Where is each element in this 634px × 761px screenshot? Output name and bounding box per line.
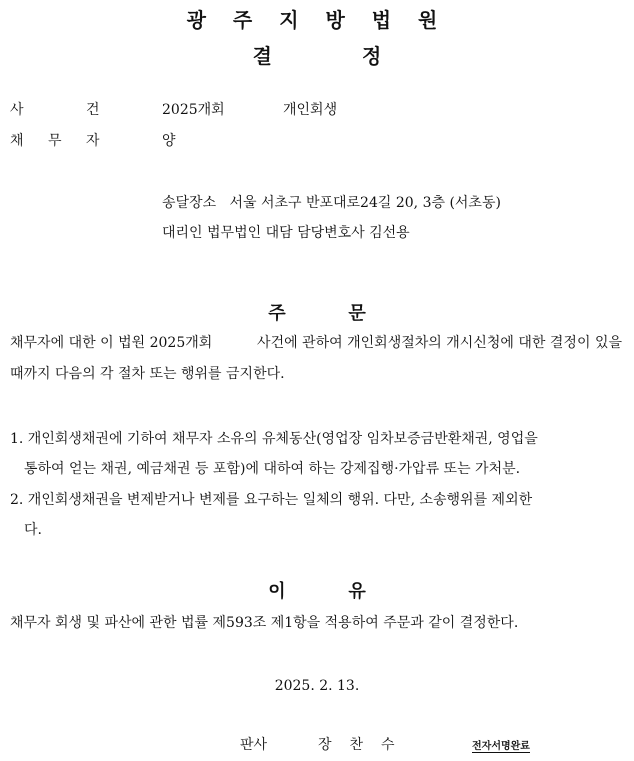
item-1-line-1: 1. 개인회생채권에 기하여 채무자 소유의 유체동산(영업장 임차보증금반환채권, 영업을: [10, 431, 538, 447]
document-title-char-2: 정: [362, 44, 382, 68]
document-title: [0, 40, 634, 69]
judge-name: 장찬수: [318, 737, 413, 753]
debtor-name: 양: [162, 133, 176, 149]
electronic-signature-stamp: 전자서명완료: [472, 737, 530, 753]
case-number: 2025개회: [162, 102, 225, 118]
order-heading: 주 문: [268, 303, 366, 324]
reason-heading: 이 유: [268, 581, 366, 602]
item-2-line-2: 다.: [24, 522, 42, 538]
item-1-line-2: 통하여 얻는 채권, 예금채권 등 포함)에 대하여 하는 강제집행·가압류 또는 가처분.: [24, 461, 521, 477]
debtor-label: [10, 130, 124, 150]
decision-date: 2025. 2. 13.: [274, 678, 360, 694]
case-label: [10, 99, 124, 119]
debtor-label-char-3: 자: [86, 133, 100, 149]
service-address: 송달장소 서울 서초구 반포대로24길 20, 3층 (서초동): [162, 195, 501, 211]
case-type: 개인회생: [283, 102, 338, 118]
case-label-char-2: 건: [86, 102, 100, 118]
agent-info: 대리인 법무법인 대담 담당변호사 김선용: [162, 225, 410, 241]
order-text: 채무자에 대한 이 법원 2025개회 사건에 관하여 개인회생절차의 개시신청에 대한 결정이 있을 때까지 다음의 각 절차 또는 행위를 금지한다.: [10, 335, 627, 382]
debtor-label-char-2: 무: [48, 133, 62, 149]
document-title-char-1: 결: [252, 44, 272, 68]
reason-text: 채무자 회생 및 파산에 관한 법률 제593조 제1항을 적용하여 주문과 같이 결정한다.: [10, 615, 519, 631]
debtor-label-char-1: 채: [10, 133, 24, 149]
case-label-char-1: 사: [10, 102, 24, 118]
item-2-line-1: 2. 개인회생채권을 변제받거나 변제를 요구하는 일체의 행위. 다만, 소송행위를 제외한: [10, 492, 533, 508]
judge-label: 판사: [240, 737, 268, 753]
court-name: 광 주 지 방 법 원: [186, 8, 448, 32]
